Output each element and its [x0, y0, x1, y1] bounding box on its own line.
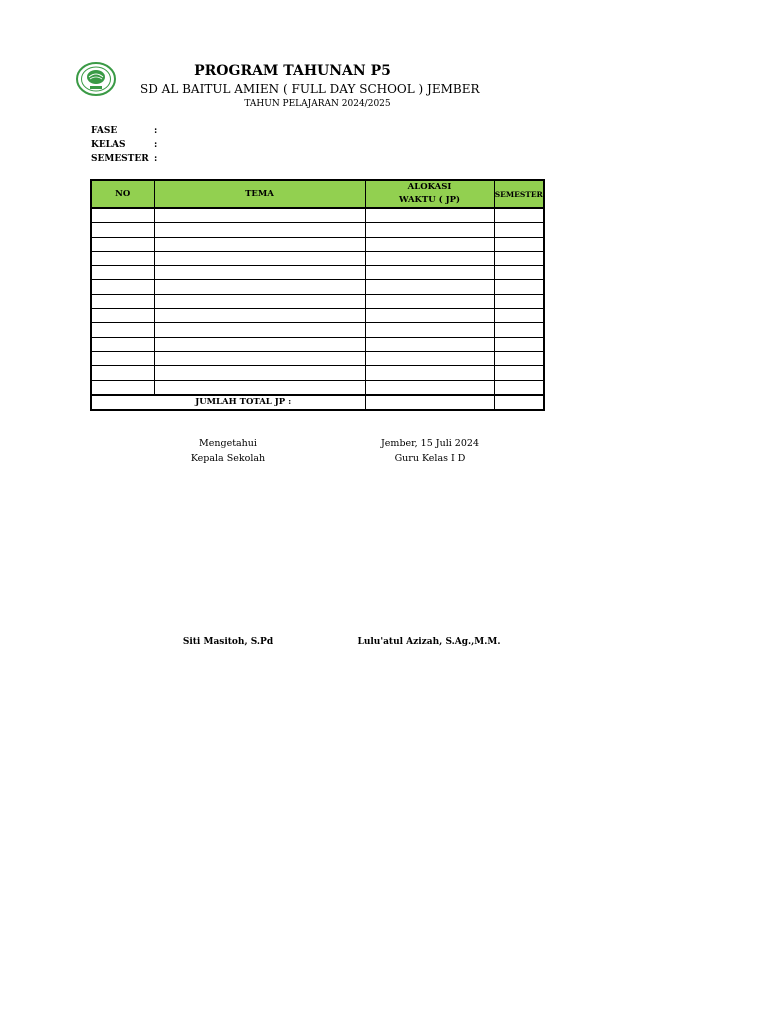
total-row — [91, 395, 544, 410]
info-separator: : — [154, 126, 158, 136]
cell-alokasi[interactable] — [365, 294, 494, 308]
cell-tema[interactable] — [154, 237, 365, 251]
cell-alokasi[interactable] — [365, 366, 494, 380]
cell-no[interactable] — [91, 223, 154, 237]
table-header-row — [91, 180, 544, 208]
cell-semester[interactable] — [494, 237, 544, 251]
table-row — [91, 251, 544, 265]
place-date: Jember, 15 Juli 2024 — [381, 438, 479, 449]
table-row — [91, 366, 544, 380]
total-label: JUMLAH TOTAL JP : — [91, 395, 365, 410]
cell-alokasi[interactable] — [365, 351, 494, 365]
cell-no[interactable] — [91, 294, 154, 308]
cell-semester[interactable] — [494, 280, 544, 294]
table-row — [91, 309, 544, 323]
cell-tema[interactable] — [154, 337, 365, 351]
cell-no[interactable] — [91, 309, 154, 323]
table-row — [91, 266, 544, 280]
cell-alokasi[interactable] — [365, 223, 494, 237]
column-header-no: NO — [91, 180, 154, 208]
info-row-kelas — [91, 140, 157, 150]
cell-no[interactable] — [91, 251, 154, 265]
cell-semester[interactable] — [494, 223, 544, 237]
cell-alokasi[interactable] — [365, 251, 494, 265]
table-row — [91, 208, 544, 223]
table-row — [91, 380, 544, 395]
cell-no[interactable] — [91, 323, 154, 337]
cell-tema[interactable] — [154, 294, 365, 308]
cell-no[interactable] — [91, 208, 154, 223]
cell-tema[interactable] — [154, 366, 365, 380]
table-row — [91, 237, 544, 251]
cell-alokasi[interactable] — [365, 208, 494, 223]
table-body — [91, 208, 544, 395]
cell-tema[interactable] — [154, 280, 365, 294]
cell-alokasi[interactable] — [365, 309, 494, 323]
cell-alokasi[interactable] — [365, 337, 494, 351]
program-table — [90, 179, 545, 411]
cell-tema[interactable] — [154, 309, 365, 323]
info-label: SEMESTER — [91, 154, 149, 164]
total-semester-cell[interactable] — [494, 395, 544, 410]
acknowledge-label: Mengetahui — [199, 438, 257, 449]
cell-tema[interactable] — [154, 351, 365, 365]
table-row — [91, 323, 544, 337]
table-row — [91, 280, 544, 294]
cell-no[interactable] — [91, 280, 154, 294]
table-row — [91, 351, 544, 365]
cell-semester[interactable] — [494, 351, 544, 365]
cell-semester[interactable] — [494, 323, 544, 337]
table-row — [91, 223, 544, 237]
teacher-name: Lulu'atul Azizah, S.Ag.,M.M. — [357, 637, 501, 647]
column-header-alokasi — [365, 180, 494, 208]
cell-alokasi[interactable] — [365, 380, 494, 395]
info-separator: : — [154, 154, 158, 164]
cell-semester[interactable] — [494, 251, 544, 265]
info-row-fase — [91, 126, 157, 136]
cell-alokasi[interactable] — [365, 266, 494, 280]
cell-no[interactable] — [91, 351, 154, 365]
cell-semester[interactable] — [494, 309, 544, 323]
info-row-semester — [91, 154, 157, 164]
alokasi-line2: WAKTU ( JP) — [398, 195, 461, 205]
cell-alokasi[interactable] — [365, 323, 494, 337]
cell-tema[interactable] — [154, 266, 365, 280]
cell-no[interactable] — [91, 337, 154, 351]
alokasi-line1: ALOKASI — [407, 182, 452, 192]
school-name: SD AL BAITUL AMIEN ( FULL DAY SCHOOL ) JEMBER — [140, 82, 480, 96]
teacher-title: Guru Kelas I D — [394, 453, 466, 464]
column-header-tema: TEMA — [154, 180, 365, 208]
cell-semester[interactable] — [494, 208, 544, 223]
total-value-cell[interactable] — [365, 395, 494, 410]
cell-no[interactable] — [91, 366, 154, 380]
cell-tema[interactable] — [154, 251, 365, 265]
academic-year: TAHUN PELAJARAN 2024/2025 — [244, 99, 391, 109]
cell-tema[interactable] — [154, 223, 365, 237]
info-separator: : — [154, 140, 158, 150]
cell-semester[interactable] — [494, 380, 544, 395]
document-title: PROGRAM TAHUNAN P5 — [194, 63, 391, 79]
info-label: KELAS — [91, 140, 126, 150]
cell-no[interactable] — [91, 237, 154, 251]
cell-semester[interactable] — [494, 266, 544, 280]
cell-no[interactable] — [91, 380, 154, 395]
principal-title: Kepala Sekolah — [190, 453, 266, 464]
cell-semester[interactable] — [494, 366, 544, 380]
cell-tema[interactable] — [154, 208, 365, 223]
table-row — [91, 337, 544, 351]
principal-name: Siti Masitoh, S.Pd — [182, 637, 274, 647]
column-header-semester: SEMESTER — [494, 180, 544, 208]
cell-tema[interactable] — [154, 323, 365, 337]
cell-no[interactable] — [91, 266, 154, 280]
cell-alokasi[interactable] — [365, 237, 494, 251]
table-row — [91, 294, 544, 308]
cell-tema[interactable] — [154, 380, 365, 395]
school-emblem-icon — [76, 62, 116, 96]
cell-alokasi[interactable] — [365, 280, 494, 294]
cell-semester[interactable] — [494, 294, 544, 308]
info-label: FASE — [91, 126, 118, 136]
cell-semester[interactable] — [494, 337, 544, 351]
